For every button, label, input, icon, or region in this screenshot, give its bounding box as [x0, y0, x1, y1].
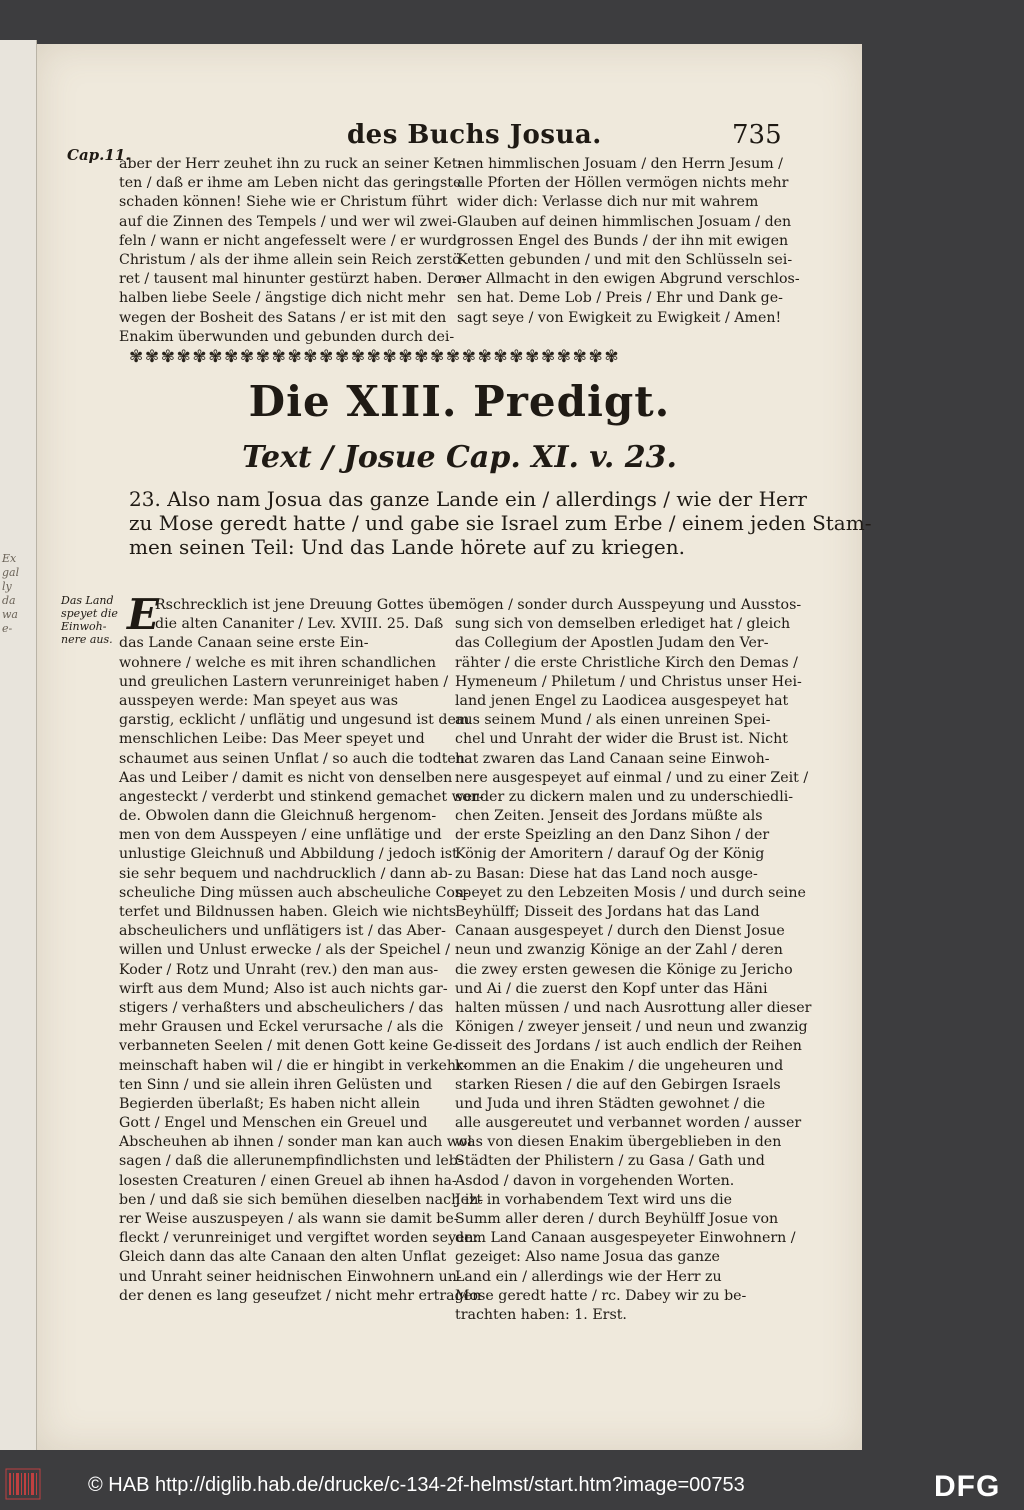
- margin-note-line: Einwoh-: [61, 620, 107, 633]
- text-line: trachten haben: 1. Erst.: [455, 1306, 627, 1323]
- text-line: Gleich dann das alte Canaan den alten Unflat: [119, 1249, 447, 1266]
- prev-page-fragment: gal: [2, 566, 20, 579]
- text-line: hat zwaren das Land Canaan seine Einwoh-: [455, 750, 770, 767]
- text-line: das Collegium der Apostlen Judam den Ver-: [455, 635, 769, 652]
- text-line: alle Pforten der Höllen vermögen nichts mehr: [457, 175, 789, 192]
- text-line: starken Riesen / die auf den Gebirgen Israels: [455, 1076, 781, 1093]
- text-line: verbanneten Seelen / mit denen Gott keine Ge-: [119, 1038, 458, 1055]
- previous-page-edge: [0, 40, 37, 1450]
- text-line: ten / daß er ihme am Leben nicht das geringste: [119, 175, 462, 192]
- text-line: Begierden überlaßt; Es haben nicht allein: [119, 1095, 421, 1112]
- prev-page-fragment: ly: [2, 580, 12, 593]
- body-left-column: [119, 590, 484, 1306]
- text-line: wohnere / welche es mit ihren schandlichen: [119, 654, 437, 671]
- text-line: halten müssen / und nach Ausrottung aller dieser: [455, 999, 812, 1016]
- text-line: wegen der Bosheit des Satans / er ist mit den: [119, 309, 447, 326]
- text-line: schaumet aus seinen Unflat / so auch die todten: [119, 750, 465, 767]
- text-line: meinschaft haben wil / die er hingibt in verkehr-: [119, 1057, 468, 1074]
- text-line: auf die Zinnen des Tempels / und wer wil zwei-: [119, 213, 457, 230]
- ornament-divider: ✾✾✾✾✾✾✾✾✾✾✾✾✾✾✾✾✾✾✾✾✾✾✾✾✾✾✾✾✾✾✾: [129, 347, 621, 367]
- text-line: wider dich: Verlasse dich nur mit wahrem: [457, 194, 759, 211]
- text-line: feln / wann er nicht angefesselt were / er wurde: [119, 232, 466, 249]
- text-line: de. Obwolen dann die Gleichnuß hergenom-: [119, 808, 437, 825]
- text-line: Ketten gebunden / und mit den Schlüsseln sei-: [457, 251, 793, 268]
- text-line: menschlichen Leibe: Das Meer speyet und: [119, 731, 425, 748]
- drop-cap: E: [127, 590, 160, 639]
- text-line: rer Weise auszuspeyen / als wann sie damit be-: [119, 1211, 459, 1227]
- text-line: sonder zu dickern malen und zu underschiedli-: [455, 788, 794, 805]
- text-line: ret / tausent mal hinunter gestürzt haben. Dero-: [119, 271, 467, 288]
- hab-barcode-icon: [6, 1469, 40, 1499]
- text-line: kommen an die Enakim / die ungeheuren und: [455, 1057, 784, 1074]
- text-line: stigers / verhaßters und abscheulichers / das: [119, 999, 444, 1016]
- text-line: nere ausgespeyet auf einmal / und zu einer Zeit /: [455, 769, 809, 786]
- text-line: Koder / Rotz und Unraht (rev.) den man aus-: [119, 961, 439, 978]
- text-line: was von diesen Enakim übergeblieben in den: [455, 1134, 782, 1151]
- text-line: ausspeyen werde: Man speyet aus was: [119, 692, 399, 709]
- text-line: und Juda und ihren Städten gewohnet / die: [455, 1095, 766, 1112]
- text-line: Christum / als der ihme allein sein Reich zerstö-: [119, 251, 466, 268]
- text-line: die alten Cananiter / Lev. XVIII. 25. Daß: [155, 616, 444, 633]
- text-line: scheuliche Ding müssen auch abscheuliche Con-: [119, 884, 469, 901]
- text-line: Canaan ausgespeyet / durch den Dienst Josue: [455, 923, 785, 940]
- chapter-marker: Cap.11.: [67, 146, 131, 164]
- text-line: gezeiget: Also name Josua das ganze: [455, 1249, 720, 1266]
- book-page: [37, 44, 872, 1450]
- text-line: Summ aller deren / durch Beyhülff Josue von: [455, 1211, 779, 1227]
- running-head: [37, 120, 862, 154]
- text-line: disseit des Jordans / ist auch endlich der Reihen: [455, 1038, 802, 1055]
- text-line: fleckt / verunreiniget und vergiftet worden seyen:: [119, 1230, 479, 1247]
- text-line: und Unraht seiner heidnischen Einwohnern un-: [119, 1268, 462, 1285]
- text-line: chen Zeiten. Jenseit des Jordans müßte als: [455, 808, 763, 825]
- text-line: die zwey ersten gewesen die Könige zu Jericho: [455, 961, 793, 978]
- text-line: der denen es lang geseufzet / nicht mehr ertragen: [119, 1287, 482, 1304]
- prev-page-fragment: da: [2, 594, 16, 607]
- text-line: mögen / sonder durch Ausspeyung und Ausstos-: [455, 597, 802, 613]
- text-line: neun und zwanzig Könige an der Zahl / deren: [455, 942, 783, 959]
- body-right-column: [455, 596, 812, 1325]
- text-line: dem Land Canaan ausgespeyeter Einwohnern /: [455, 1230, 796, 1247]
- sermon-title: Die XIII. Predigt.: [248, 377, 671, 426]
- text-line: abscheulichers und unflätigers ist / das Aber-: [119, 923, 446, 940]
- text-line: König der Amoritern / darauf Og der König: [455, 846, 765, 863]
- footer-bar: [0, 1460, 1024, 1510]
- text-line: ner Allmacht in den ewigen Abgrund verschlos-: [457, 271, 800, 288]
- running-head-title: des Buchs Josua.: [347, 120, 602, 150]
- text-line: aus seinem Mund / als einen unreinen Spei-: [455, 712, 771, 729]
- top-left-column: [119, 155, 467, 347]
- scripture-verse: [129, 487, 872, 559]
- text-line: rähter / die erste Christliche Kirch den Demas /: [455, 654, 798, 671]
- text-line: sagen / daß die allerunempfindlichsten und leb-: [119, 1153, 463, 1170]
- text-line: und greulichen Lastern verunreiniget haben /: [119, 673, 449, 690]
- text-line: garstig, ecklicht / unflätig und ungesund ist dem: [119, 712, 470, 729]
- text-line: Abscheuhen ab ihnen / sonder man kan auch wol: [119, 1134, 473, 1151]
- text-line: Städten der Philistern / zu Gasa / Gath und: [455, 1153, 765, 1170]
- text-line: Jezt in vorhabendem Text wird uns die: [455, 1191, 733, 1208]
- prev-page-fragment: Ex: [2, 552, 17, 565]
- margin-note-line: nere aus.: [61, 633, 113, 646]
- text-line: unlustige Gleichnuß und Abbildung / jedoch ist: [119, 846, 458, 863]
- text-line: losesten Creaturen / einen Greuel ab ihnen ha-: [119, 1172, 457, 1189]
- text-line: sie sehr bequem und nachdrucklich / dann ab-: [119, 865, 453, 882]
- text-reference: Text / Josue Cap. XI. v. 23.: [242, 440, 677, 475]
- text-line: Mose geredt hatte / rc. Dabey wir zu be-: [455, 1287, 747, 1304]
- text-line: Königen / zweyer jenseit / und neun und zwanzig: [455, 1019, 808, 1036]
- text-line: ben / und daß sie sich bemühen dieselben nach ih-: [119, 1191, 484, 1208]
- verse-line: zu Mose geredt hatte / und gabe sie Israel zum Erbe / einem jeden Stam-: [129, 511, 872, 535]
- dfg-logo: DFG: [934, 1470, 1001, 1503]
- prev-page-fragment: e-: [2, 622, 13, 635]
- text-line: der erste Speizling an den Danz Sihon / der: [455, 827, 770, 844]
- text-line: Asdod / davon in vorgehenden Worten.: [455, 1172, 735, 1189]
- text-line: chel und Unraht der wider die Brust ist. Nicht: [455, 731, 788, 748]
- text-line: Land ein / allerdings wie der Herr zu: [455, 1268, 722, 1285]
- text-line: Enakim überwunden und gebunden durch dei-: [119, 328, 455, 345]
- text-line: aber der Herr zeuhet ihn zu ruck an seiner Ket-: [119, 156, 463, 172]
- copyright-link[interactable]: © HAB http://diglib.hab.de/drucke/c-134-2f-helmst/start.htm?image=00753: [88, 1474, 745, 1496]
- text-line: men von dem Ausspeyen / eine unflätige und: [119, 827, 442, 844]
- text-line: grossen Engel des Bunds / der ihn mit ewigen: [457, 232, 789, 249]
- text-line: sen hat. Deme Lob / Preis / Ehr und Dank ge-: [457, 290, 783, 307]
- page-number: 735: [732, 120, 782, 150]
- text-line: Gott / Engel und Menschen ein Greuel und: [119, 1115, 428, 1132]
- prev-page-fragment: wa: [2, 608, 18, 621]
- text-line: land jenen Engel zu Laodicea ausgespeyet hat: [455, 692, 789, 709]
- verse-line: 23. Also nam Josua das ganze Lande ein / allerdings / wie der Herr: [129, 487, 807, 511]
- text-line: alle ausgereutet und verbannet worden / ausser: [455, 1115, 802, 1132]
- margin-note-line: speyet die: [61, 607, 118, 620]
- text-line: das Lande Canaan seine erste Ein-: [119, 635, 369, 652]
- text-line: sung sich von demselben erlediget hat / gleich: [455, 616, 791, 633]
- top-right-column: [457, 155, 800, 328]
- text-line: halben liebe Seele / ängstige dich nicht mehr: [119, 290, 446, 307]
- text-line: willen und Unlust erwecke / als der Speichel /: [119, 942, 450, 959]
- text-line: schaden können! Siehe wie er Christum führt: [119, 194, 448, 211]
- text-line: Beyhülff; Disseit des Jordans hat das Land: [455, 904, 760, 920]
- text-line: Aas und Leiber / damit es nicht von denselben: [119, 769, 453, 786]
- text-line: speyet zu den Lebzeiten Mosis / und durch seine: [455, 884, 806, 901]
- text-line: sagt seye / von Ewigkeit zu Ewigkeit / Amen!: [457, 309, 782, 326]
- text-line: angesteckt / verderbt und stinkend gemachet wer-: [119, 788, 484, 805]
- text-line: Rschrecklich ist jene Dreuung Gottes über: [155, 597, 462, 613]
- text-line: wirft aus dem Mund; Also ist auch nichts gar-: [119, 980, 448, 997]
- text-line: ten Sinn / und sie allein ihren Gelüsten und: [119, 1076, 433, 1093]
- text-line: und Ai / die zuerst den Kopf unter das Häni: [455, 980, 768, 997]
- text-line: Glauben auf deinen himmlischen Josuam / den: [457, 213, 792, 230]
- text-line: mehr Grausen und Eckel verursache / als die: [119, 1019, 444, 1036]
- text-line: zu Basan: Diese hat das Land noch ausge-: [455, 865, 758, 882]
- text-line: Hymeneum / Philetum / und Christus unser Hei-: [455, 673, 802, 690]
- text-line: nen himmlischen Josuam / den Herrn Jesum /: [457, 156, 783, 172]
- margin-note-line: Das Land: [61, 594, 114, 607]
- text-line: terfet und Bildnussen haben. Gleich wie nichts: [119, 904, 457, 920]
- verse-line: men seinen Teil: Und das Lande hörete auf zu kriegen.: [129, 535, 686, 559]
